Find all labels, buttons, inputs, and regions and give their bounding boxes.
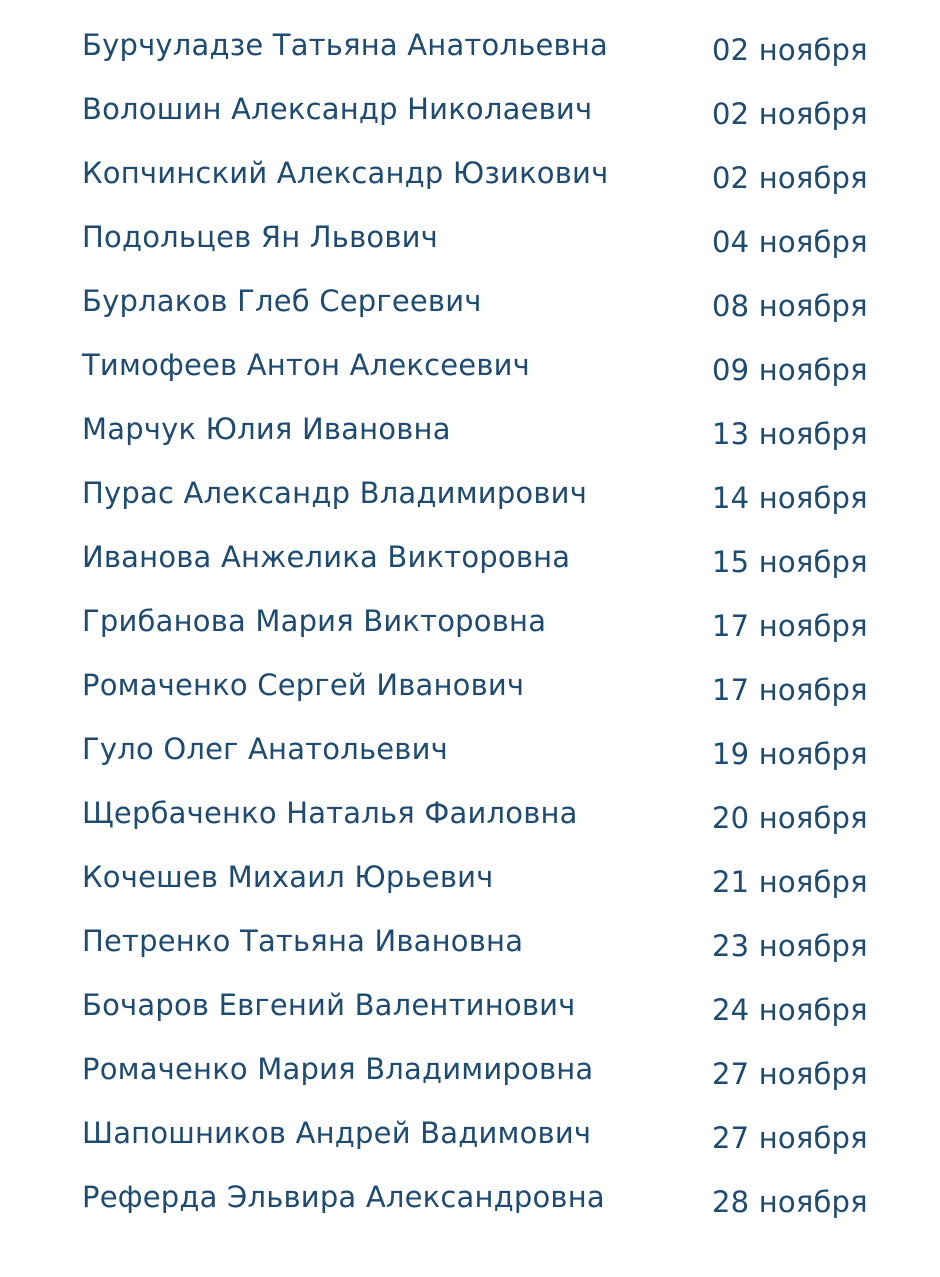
birthday-date: 15 ноября — [712, 545, 868, 579]
list-item — [0, 398, 940, 462]
list-item — [0, 1102, 940, 1166]
birthday-date: 28 ноября — [712, 1185, 868, 1219]
list-item — [0, 1038, 940, 1102]
birthday-list — [0, 14, 940, 1230]
person-name: Ромаченко Сергей Иванович — [82, 668, 525, 702]
list-item — [0, 142, 940, 206]
list-item — [0, 782, 940, 846]
list-item — [0, 78, 940, 142]
birthday-date: 20 ноября — [712, 801, 868, 835]
birthday-date: 27 ноября — [712, 1057, 868, 1091]
birthday-date: 19 ноября — [712, 737, 868, 771]
list-item — [0, 270, 940, 334]
list-item — [0, 910, 940, 974]
birthday-date: 14 ноября — [712, 481, 868, 515]
person-name: Реферда Эльвира Александровна — [82, 1180, 605, 1214]
list-item — [0, 334, 940, 398]
birthday-date: 02 ноября — [712, 161, 868, 195]
birthday-date: 02 ноября — [712, 97, 868, 131]
list-item — [0, 206, 940, 270]
list-item — [0, 590, 940, 654]
list-item — [0, 654, 940, 718]
person-name: Подольцев Ян Львович — [82, 220, 438, 254]
person-name: Гуло Олег Анатольевич — [82, 732, 448, 766]
person-name: Иванова Анжелика Викторовна — [82, 540, 571, 574]
birthday-date: 23 ноября — [712, 929, 868, 963]
list-item — [0, 462, 940, 526]
birthday-date: 27 ноября — [712, 1121, 868, 1155]
person-name: Волошин Александр Николаевич — [82, 92, 593, 126]
birthday-date: 17 ноября — [712, 609, 868, 643]
person-name: Грибанова Мария Викторовна — [82, 604, 547, 638]
birthday-date: 21 ноября — [712, 865, 868, 899]
list-item — [0, 14, 940, 78]
birthday-date: 08 ноября — [712, 289, 868, 323]
person-name: Копчинский Александр Юзикович — [82, 156, 609, 190]
person-name: Щербаченко Наталья Фаиловна — [82, 796, 578, 830]
person-name: Марчук Юлия Ивановна — [82, 412, 451, 446]
birthday-date: 13 ноября — [712, 417, 868, 451]
birthday-date: 24 ноября — [712, 993, 868, 1027]
person-name: Тимофеев Антон Алексеевич — [82, 348, 531, 382]
birthday-date: 04 ноября — [712, 225, 868, 259]
person-name: Пурас Александр Владимирович — [82, 476, 588, 510]
person-name: Кочешев Михаил Юрьевич — [82, 860, 494, 894]
birthday-date: 17 ноября — [712, 673, 868, 707]
person-name: Ромаченко Мария Владимировна — [82, 1052, 594, 1086]
list-item — [0, 718, 940, 782]
list-item — [0, 526, 940, 590]
list-item — [0, 1166, 940, 1230]
person-name: Бурлаков Глеб Сергеевич — [82, 284, 482, 318]
person-name: Шапошников Андрей Вадимович — [82, 1116, 592, 1150]
birthday-date: 02 ноября — [712, 33, 868, 67]
person-name: Бурчуладзе Татьяна Анатольевна — [82, 28, 608, 62]
person-name: Бочаров Евгений Валентинович — [82, 988, 576, 1022]
list-item — [0, 846, 940, 910]
birthday-date: 09 ноября — [712, 353, 868, 387]
person-name: Петренко Татьяна Ивановна — [82, 924, 524, 958]
list-item — [0, 974, 940, 1038]
